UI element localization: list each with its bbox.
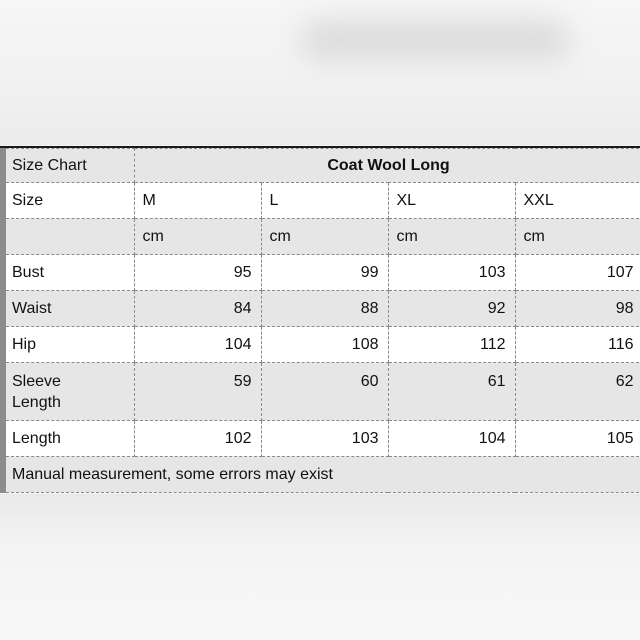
size-chart bbox=[0, 146, 640, 496]
value-cell: 112 bbox=[388, 327, 515, 363]
row-label: Waist bbox=[3, 291, 134, 327]
value-cell: 116 bbox=[515, 327, 640, 363]
value-cell: 99 bbox=[261, 255, 388, 291]
size-m: M bbox=[134, 183, 261, 219]
value-cell: 103 bbox=[388, 255, 515, 291]
value-cell: 62 bbox=[515, 363, 640, 421]
unit-cell: cm bbox=[515, 219, 640, 255]
table-row bbox=[3, 363, 640, 421]
unit-cell: cm bbox=[134, 219, 261, 255]
value-cell: 60 bbox=[261, 363, 388, 421]
value-cell: 88 bbox=[261, 291, 388, 327]
table-row bbox=[3, 291, 640, 327]
background-bottom bbox=[0, 494, 640, 640]
unit-cell: cm bbox=[261, 219, 388, 255]
value-cell: 59 bbox=[134, 363, 261, 421]
unit-label bbox=[3, 219, 134, 255]
table-row bbox=[3, 327, 640, 363]
value-cell: 103 bbox=[261, 421, 388, 457]
size-label: Size bbox=[3, 183, 134, 219]
value-cell: 92 bbox=[388, 291, 515, 327]
value-cell: 108 bbox=[261, 327, 388, 363]
size-chart-table bbox=[0, 148, 640, 493]
footer-row bbox=[3, 457, 640, 493]
unit-cell: cm bbox=[388, 219, 515, 255]
size-xxl: XXL bbox=[515, 183, 640, 219]
size-row bbox=[3, 183, 640, 219]
size-l: L bbox=[261, 183, 388, 219]
measurement-note: Manual measurement, some errors may exist bbox=[3, 457, 640, 493]
row-label bbox=[3, 363, 134, 421]
value-cell: 61 bbox=[388, 363, 515, 421]
value-cell: 98 bbox=[515, 291, 640, 327]
unit-row bbox=[3, 219, 640, 255]
table-row bbox=[3, 255, 640, 291]
row-label: Bust bbox=[3, 255, 134, 291]
size-chart-label: Size Chart bbox=[3, 149, 134, 183]
row-label: Hip bbox=[3, 327, 134, 363]
value-cell: 104 bbox=[134, 327, 261, 363]
value-cell: 102 bbox=[134, 421, 261, 457]
size-xl: XL bbox=[388, 183, 515, 219]
row-label: Length bbox=[3, 421, 134, 457]
value-cell: 107 bbox=[515, 255, 640, 291]
header-row bbox=[3, 149, 640, 183]
value-cell: 95 bbox=[134, 255, 261, 291]
table-row bbox=[3, 421, 640, 457]
product-title: Coat Wool Long bbox=[134, 149, 640, 183]
value-cell: 84 bbox=[134, 291, 261, 327]
row-label-line: Sleeve bbox=[12, 372, 61, 390]
value-cell: 105 bbox=[515, 421, 640, 457]
value-cell: 104 bbox=[388, 421, 515, 457]
row-label-line: Length bbox=[12, 393, 61, 411]
blurred-background-text bbox=[300, 20, 570, 60]
